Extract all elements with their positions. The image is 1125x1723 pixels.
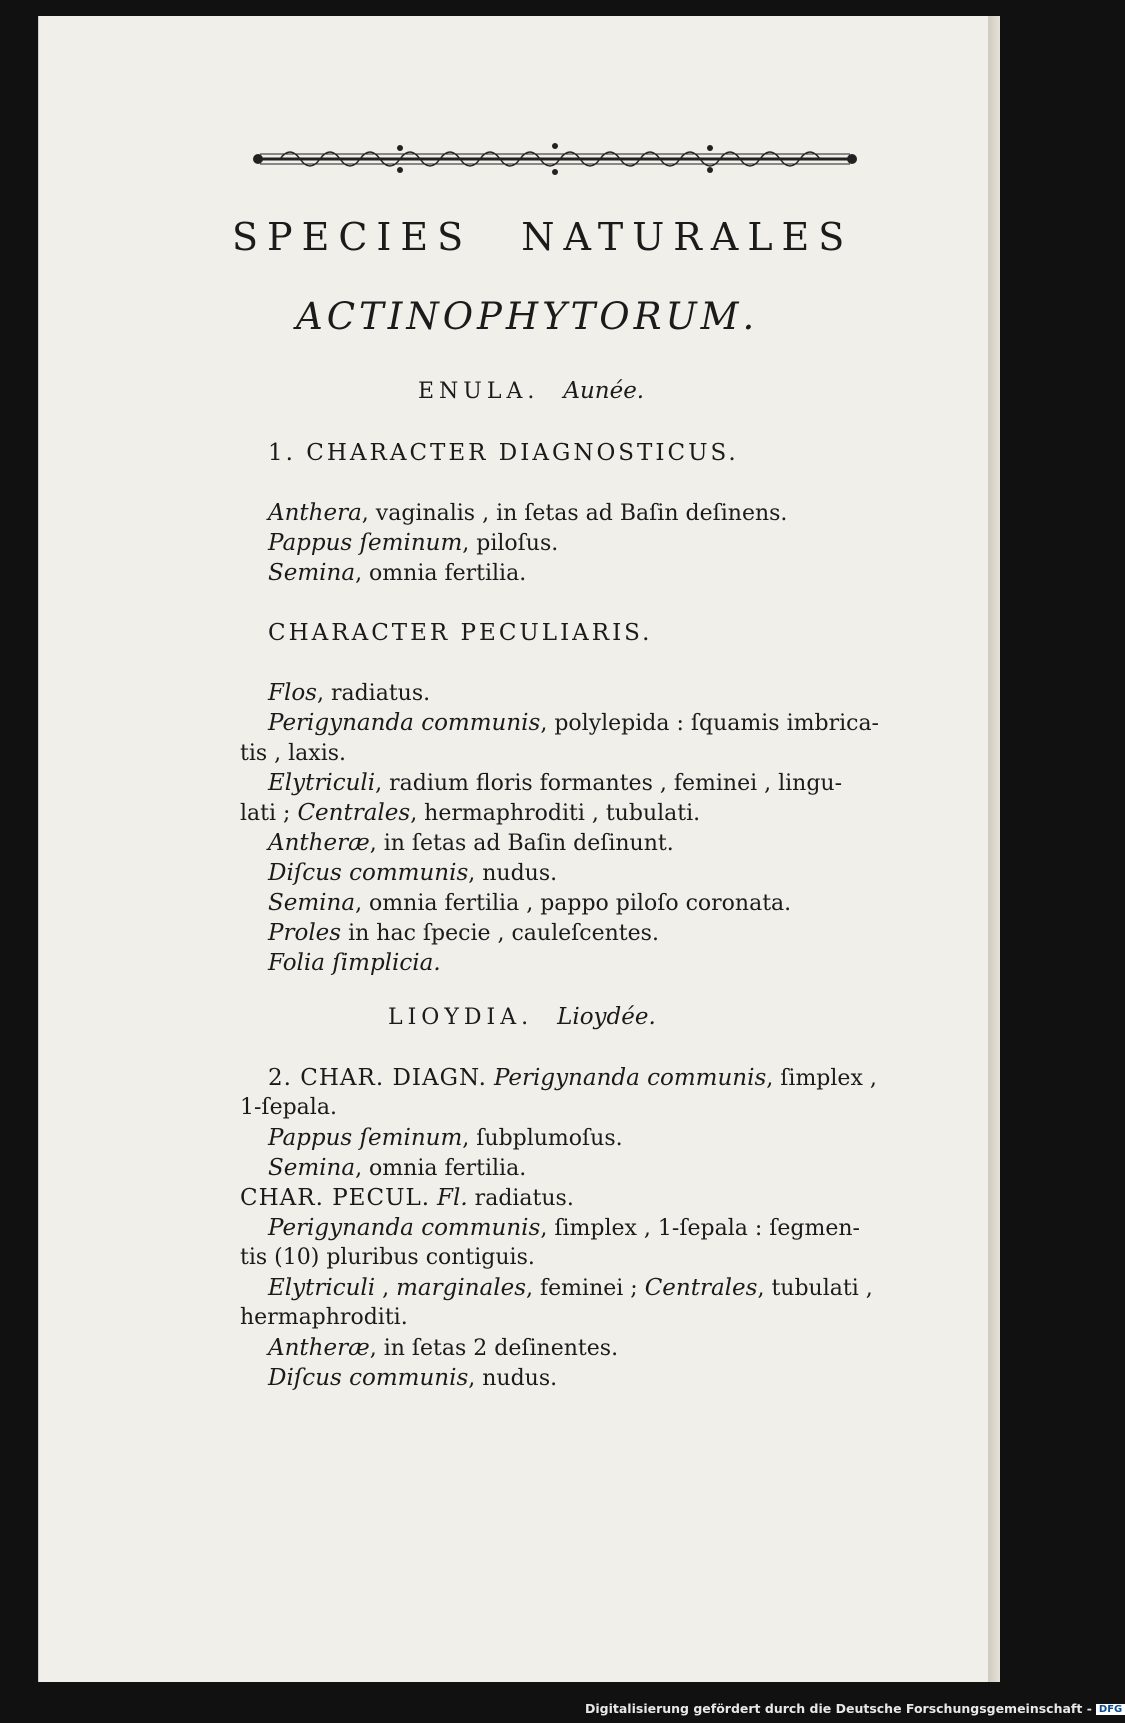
diag-line: Anthera, vaginalis , in ſetas ad Baſin deſinens.	[268, 500, 788, 526]
pecul-line: Perigynanda communis, polylepida : ſquamis imbrica-	[268, 710, 879, 736]
ornament-border	[250, 140, 860, 178]
pecul-line: Elytriculi, radium floris formantes , feminei , lingu-	[268, 770, 843, 796]
footer-credit	[585, 1701, 1123, 1719]
page-title: SPECIES NATURALES	[232, 215, 854, 259]
lioydia-line: 2. CHAR. DIAGN. Perigynanda communis, ſimplex ,	[268, 1065, 877, 1091]
diag-heading: 1. CHARACTER DIAGNOSTICUS.	[268, 440, 739, 466]
lioydia-line: Diſcus communis, nudus.	[268, 1365, 558, 1391]
lioydia-line: Perigynanda communis, ſimplex , 1-ſepala : ſegmen-	[268, 1215, 860, 1241]
pecul-line: lati ; Centrales, hermaphroditi , tubulati.	[240, 800, 701, 826]
pecul-line: Folia ſimplicia.	[268, 950, 441, 976]
section1-vernacular: Aunée.	[563, 378, 645, 404]
pecul-line: Diſcus communis, nudus.	[268, 860, 558, 886]
pecul-line: Antheræ, in ſetas ad Baſin deſinunt.	[268, 830, 674, 856]
pecul-line: Flos, radiatus.	[268, 680, 431, 706]
lioydia-line: Pappus ſeminum, ſubplumoſus.	[268, 1125, 623, 1151]
lioydia-line: 1-ſepala.	[240, 1095, 337, 1120]
pecul-line: Proles in hac ſpecie , cauleſcentes.	[268, 920, 659, 946]
diag-line: Semina, omnia fertilia.	[268, 560, 527, 586]
lioydia-line: Semina, omnia fertilia.	[268, 1155, 527, 1181]
lioydia-line: Antheræ, in ſetas 2 deſinentes.	[268, 1335, 619, 1361]
section1-heading	[418, 378, 644, 404]
section2-heading	[388, 1004, 656, 1030]
page-edge	[988, 16, 1000, 1682]
diag-line: Pappus ſeminum, piloſus.	[268, 530, 559, 556]
pecul-line: Semina, omnia fertilia , pappo piloſo coronata.	[268, 890, 792, 916]
footer-text: Digitalisierung gefördert durch die Deutsche Forschungsgemeinschaft -	[585, 1701, 1092, 1716]
pecul-heading: CHARACTER PECULIARIS.	[268, 620, 653, 646]
lioydia-line: hermaphroditi.	[240, 1305, 408, 1330]
lioydia-line: tis (10) pluribus contiguis.	[240, 1245, 535, 1270]
section1-name: ENULA.	[418, 379, 540, 404]
section2-vernacular: Lioydée.	[557, 1004, 656, 1030]
dfg-logo: DFG	[1096, 1704, 1125, 1715]
lioydia-line: Elytriculi , marginales, feminei ; Centrales, tubulati ,	[268, 1275, 873, 1301]
pecul-line: tis , laxis.	[240, 741, 347, 766]
lioydia-line: CHAR. PECUL. Fl. radiatus.	[240, 1185, 574, 1211]
page-subtitle: ACTINOPHYTORUM.	[296, 295, 759, 338]
section2-name: LIOYDIA.	[388, 1005, 534, 1030]
